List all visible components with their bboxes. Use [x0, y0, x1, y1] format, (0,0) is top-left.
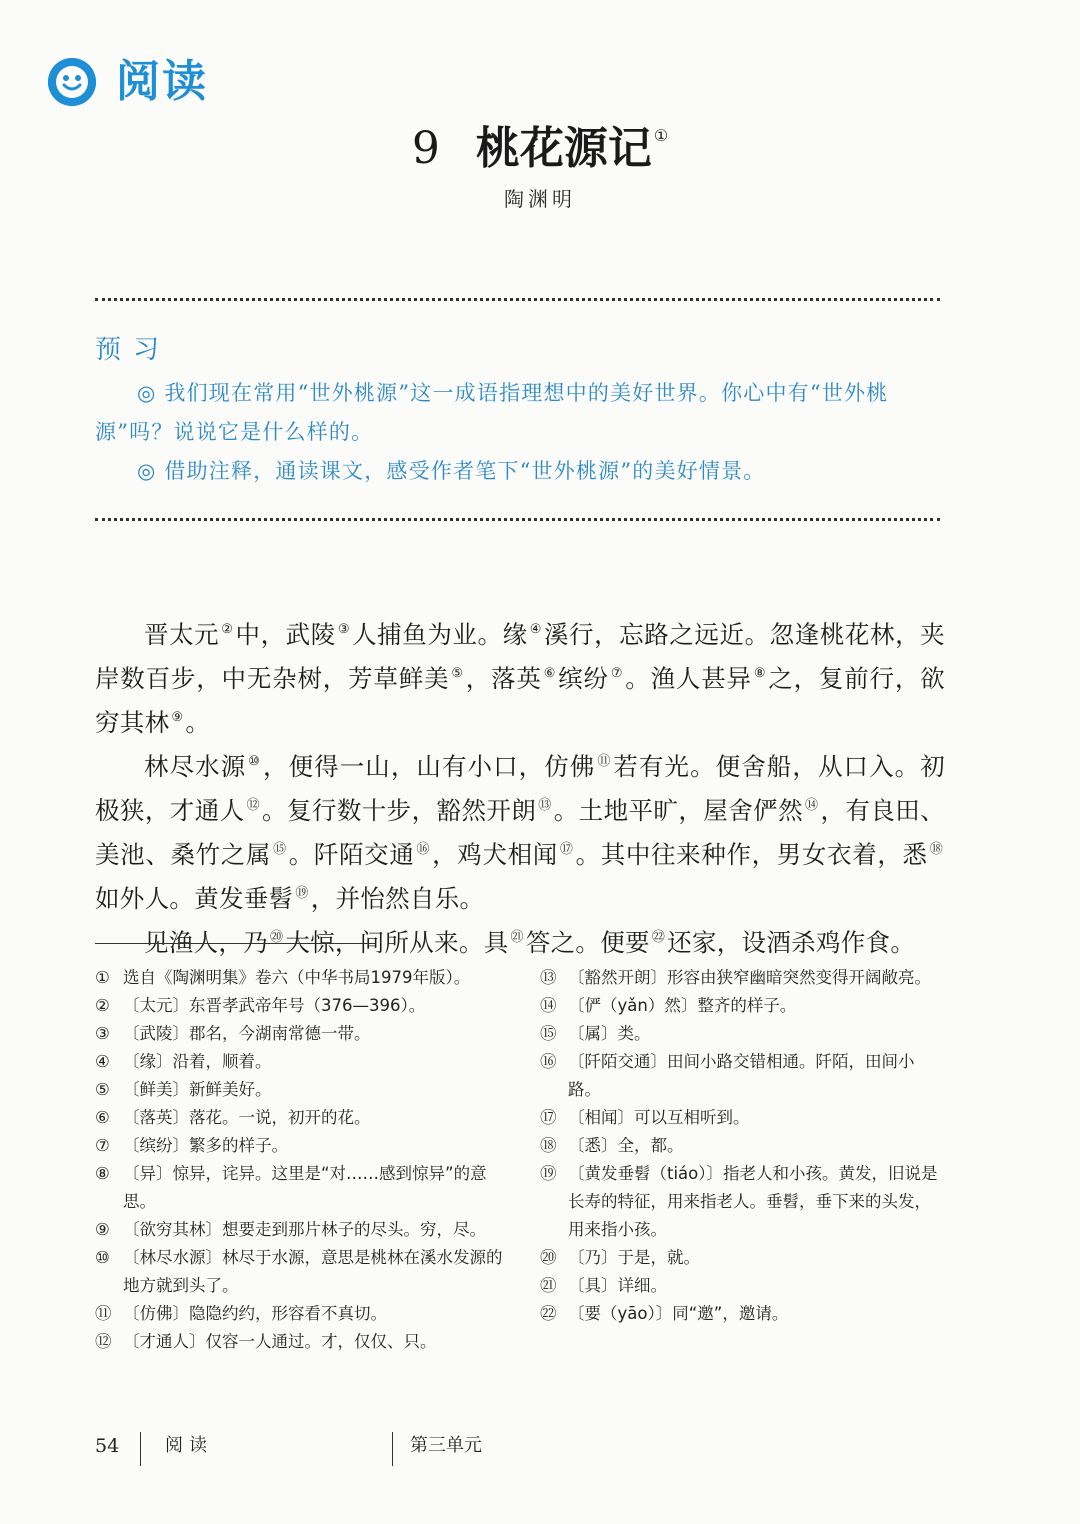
title-footnote-mark: ① [653, 126, 669, 145]
footnote: ⑱ 〔悉〕全，都。 [540, 1136, 684, 1155]
preview-item-1: ◎ 我们现在常用“世外桃源”这一成语指理想中的美好世界。你心中有“世外桃源”吗？说说它是什么样的。 [95, 381, 889, 444]
footnote: ㉒ 〔要（yāo）〕同“邀”，邀请。 [540, 1304, 789, 1323]
main-text [95, 610, 945, 962]
footnote: ① 选自《陶渊明集》卷六（中华书局1979年版）。 [95, 968, 471, 987]
footer-section: 阅读 [165, 1435, 213, 1456]
page-number: 54 [95, 1435, 120, 1457]
lesson-number: 9 [411, 123, 440, 174]
section-label: 阅读 [116, 56, 208, 107]
lesson-title-text: 桃花源记 [475, 123, 652, 174]
footer-divider [392, 1432, 393, 1466]
preview-heading: 预习 [95, 335, 172, 365]
footnote: ⑧ 〔异〕惊异，诧异。这里是“对……感到惊异”的意思。 [95, 1164, 487, 1211]
footnotes-left [95, 964, 505, 1356]
footnote: ④ 〔缘〕沿着，顺着。 [95, 1052, 272, 1071]
paragraph-1: 晋太元 ②中，武陵 ③人捕鱼为业。缘 ④溪行，忘路之远近。忽逢桃花林，夹岸数百步，中无杂树，芳草鲜美 ⑤，落英 ⑥缤纷 ⑦。渔人甚异 ⑧之，复前行，欲穷其林 ⑨。 [95, 620, 945, 737]
author-name: 陶渊明 [504, 187, 576, 211]
paragraph-3: 见渔人，乃 ⑳大惊，问所从来。具 $^㉑$答之。便要 $^㉒$还家，设酒杀鸡作食。 [144, 928, 916, 957]
footnote: ⑯ 〔阡陌交通〕田间小路交错相通。阡陌，田间小路。 [540, 1052, 915, 1099]
footnote-divider [95, 943, 375, 944]
footnote: ③ 〔武陵〕郡名，今湖南常德一带。 [95, 1024, 371, 1043]
footnote: ⑩ 〔林尽水源〕林尽于水源，意思是桃林在溪水发源的地方就到头了。 [95, 1248, 503, 1295]
preview-bottom-divider [95, 518, 940, 521]
footnote: ㉑ 〔具〕详细。 [540, 1276, 667, 1295]
smiley-face-icon [48, 58, 96, 106]
footer-divider [140, 1432, 141, 1466]
paragraph-2: 林尽水源 ⑩，便得一山，山有小口，仿佛 ⑪若有光。便舍船，从口入。初极狭，才通人 ⑫。复行数十步，豁然开朗 ⑬。土地平旷，屋舍俨然 ⑭，有良田、美池、桑竹之属 ⑮。阡陌交通 ⑯，鸡犬相闻 ⑰。其中往来种作，男女衣着，悉 ⑱如外人。黄发垂髫 ⑲，并怡然自乐。 [95, 752, 945, 913]
preview-item-2: ◎ 借助注释，通读课文，感受作者笔下“世外桃源”的美好情景。 [137, 459, 766, 483]
footer-unit: 第三单元 [410, 1435, 482, 1456]
footnote: ② 〔太元〕东晋孝武帝年号（376—396）。 [95, 996, 426, 1015]
footnote: ⑪ 〔仿佛〕隐隐约约，形容看不真切。 [95, 1304, 387, 1323]
footnote: ⑳ 〔乃〕于是，就。 [540, 1248, 700, 1267]
footnotes-right [540, 964, 945, 1328]
footnote: ⑲ 〔黄发垂髫（tiáo）〕指老人和小孩。黄发，旧说是长寿的特征，用来指老人。垂髫，垂下来的头发，用来指小孩。 [540, 1164, 938, 1239]
footnote: ⑬ 〔豁然开朗〕形容由狭窄幽暗突然变得开阔敞亮。 [540, 968, 931, 987]
footnote: ⑤ 〔鲜美〕新鲜美好。 [95, 1080, 272, 1099]
footnote: ⑦ 〔缤纷〕繁多的样子。 [95, 1136, 288, 1155]
preview-top-divider [95, 298, 940, 301]
footnote: ⑭ 〔俨（yǎn）然〕整齐的样子。 [540, 996, 797, 1015]
footnote: ⑥ 〔落英〕落花。一说，初开的花。 [95, 1108, 371, 1127]
footnote: ⑫ 〔才通人〕仅容一人通过。才，仅仅、只。 [95, 1332, 437, 1351]
footnote: ⑮ 〔属〕类。 [540, 1024, 651, 1043]
footnote: ⑰ 〔相闻〕可以互相听到。 [540, 1108, 750, 1127]
lesson-title [0, 108, 1080, 177]
footnote: ⑨ 〔欲穷其林〕想要走到那片林子的尽头。穷，尽。 [95, 1220, 486, 1239]
